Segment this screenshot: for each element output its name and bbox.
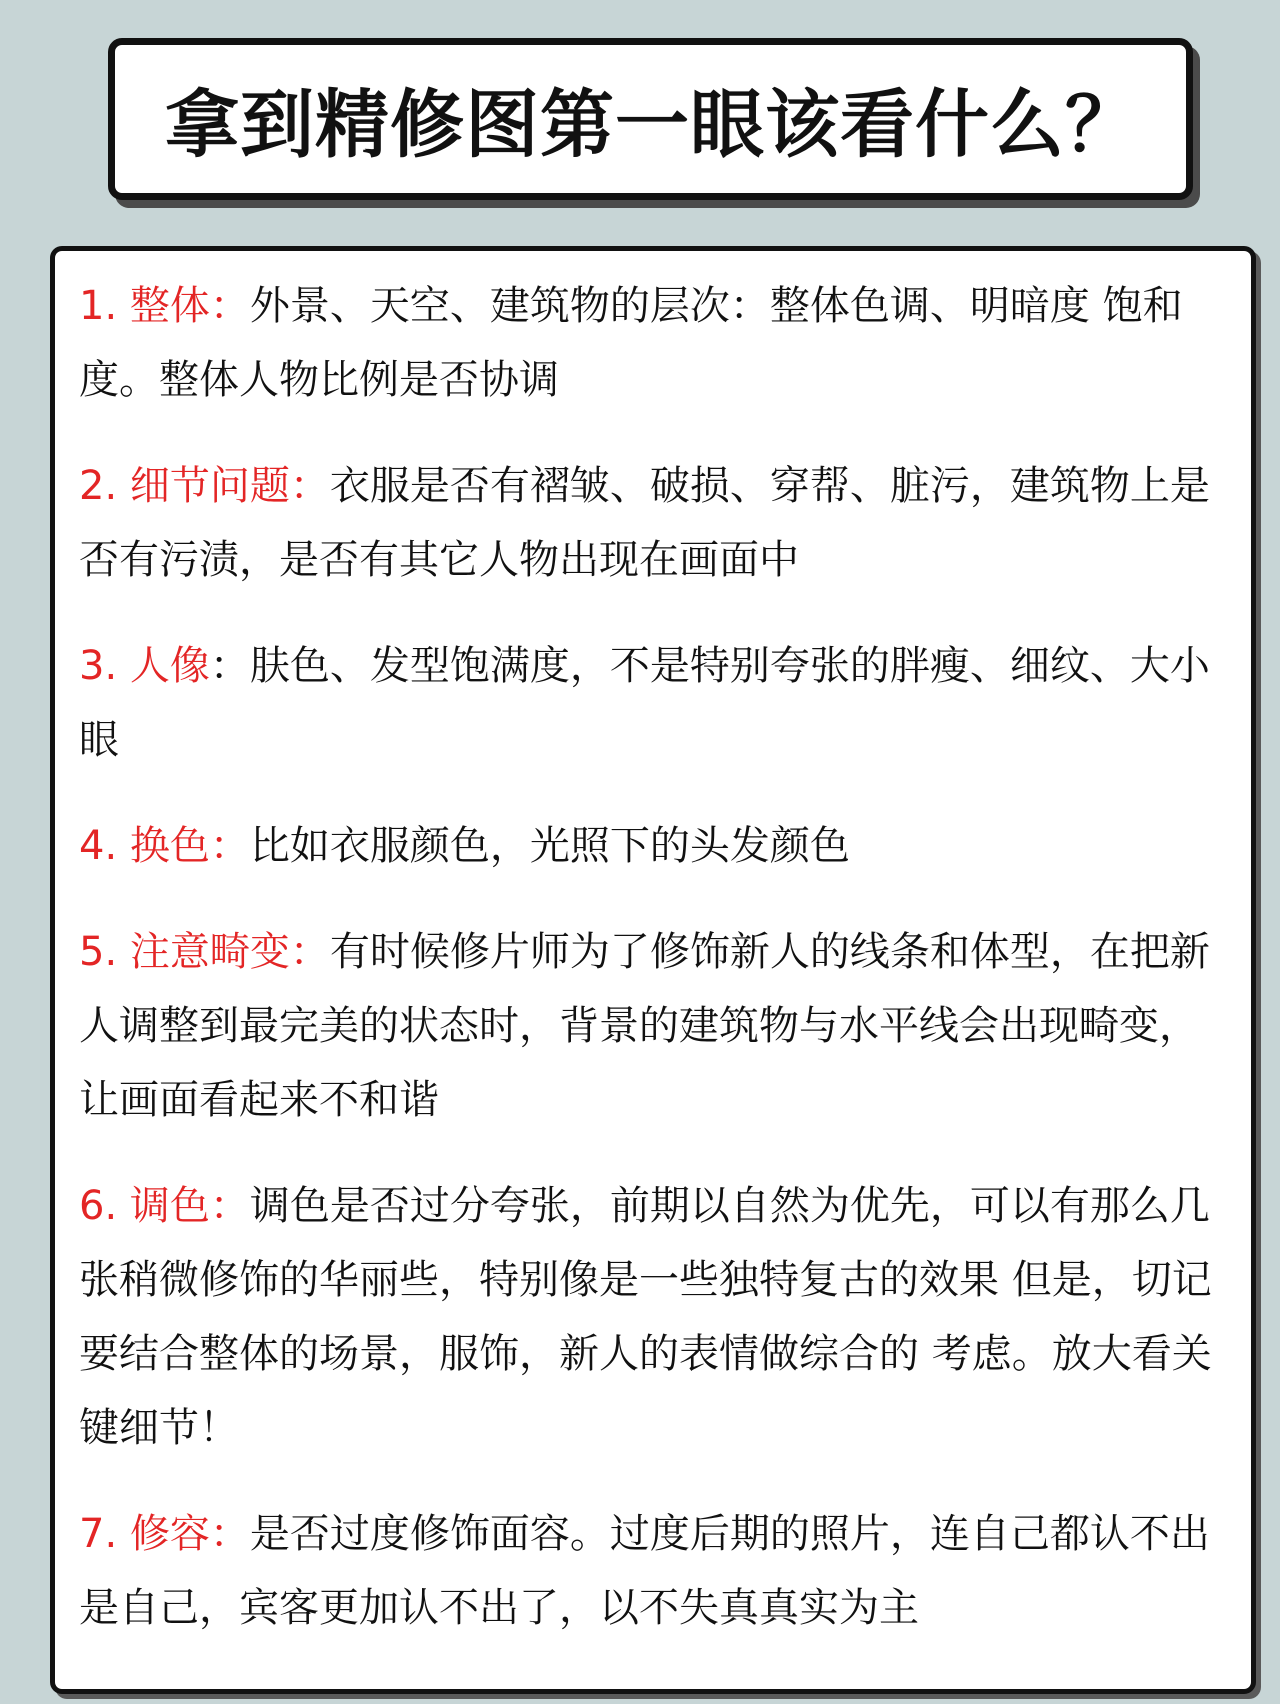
list-item-1 <box>79 269 1231 417</box>
item-text: 比如衣服颜色，光照下的头发颜色 <box>249 823 850 869</box>
item-label-colon: ： <box>209 283 250 329</box>
item-label-colon: ： <box>289 929 330 975</box>
page-title: 拿到精修图第一眼该看什么？ <box>165 82 1140 168</box>
item-label: 1. 整体 <box>79 283 210 329</box>
item-label: 5. 注意畸变 <box>79 929 290 975</box>
item-label: 2. 细节问题 <box>79 463 290 509</box>
item-label: 7. 修容 <box>79 1511 210 1557</box>
item-label-colon: ： <box>289 463 330 509</box>
title-box <box>108 38 1193 200</box>
item-text: 外景、天空、建筑物的层次：整体色调、明暗度 饱和度。整体人物比例是否协调 <box>79 283 1183 403</box>
item-label: 3. 人像 <box>79 643 210 689</box>
list-item-4 <box>79 809 1231 883</box>
item-text: 衣服是否有褶皱、破损、穿帮、脏污，建筑物上是否有污渍，是否有其它人物出现在画面中 <box>79 463 1210 583</box>
item-text: 调色是否过分夸张，前期以自然为优先，可以有那么几张稍微修饰的华丽些，特别像是一些独特复古的效果 但是，切记要结合整体的场景，服饰，新人的表情做综合的 考虑。放大看关键细节！ <box>79 1183 1212 1451</box>
content-box <box>50 246 1256 1694</box>
item-label-colon: ： <box>209 643 250 689</box>
list-item-6 <box>79 1169 1231 1465</box>
item-text: 是否过度修饰面容。过度后期的照片，连自己都认不出是自己，宾客更加认不出了，以不失真真实为主 <box>79 1511 1210 1631</box>
item-text: 肤色、发型饱满度，不是特别夸张的胖瘦、细纹、大小眼 <box>79 643 1210 763</box>
item-text: 有时候修片师为了修饰新人的线条和体型，在把新人调整到最完美的状态时，背景的建筑物与水平线会出现畸变，让画面看起来不和谐 <box>79 929 1210 1123</box>
item-label: 6. 调色 <box>79 1183 210 1229</box>
item-label: 4. 换色 <box>79 823 210 869</box>
list-item-5 <box>79 915 1231 1137</box>
list-item-2 <box>79 449 1231 597</box>
item-label-colon: ： <box>209 1511 250 1557</box>
item-label-colon: ： <box>209 823 250 869</box>
list-item-7 <box>79 1497 1231 1645</box>
list-item-3 <box>79 629 1231 777</box>
item-label-colon: ： <box>209 1183 250 1229</box>
